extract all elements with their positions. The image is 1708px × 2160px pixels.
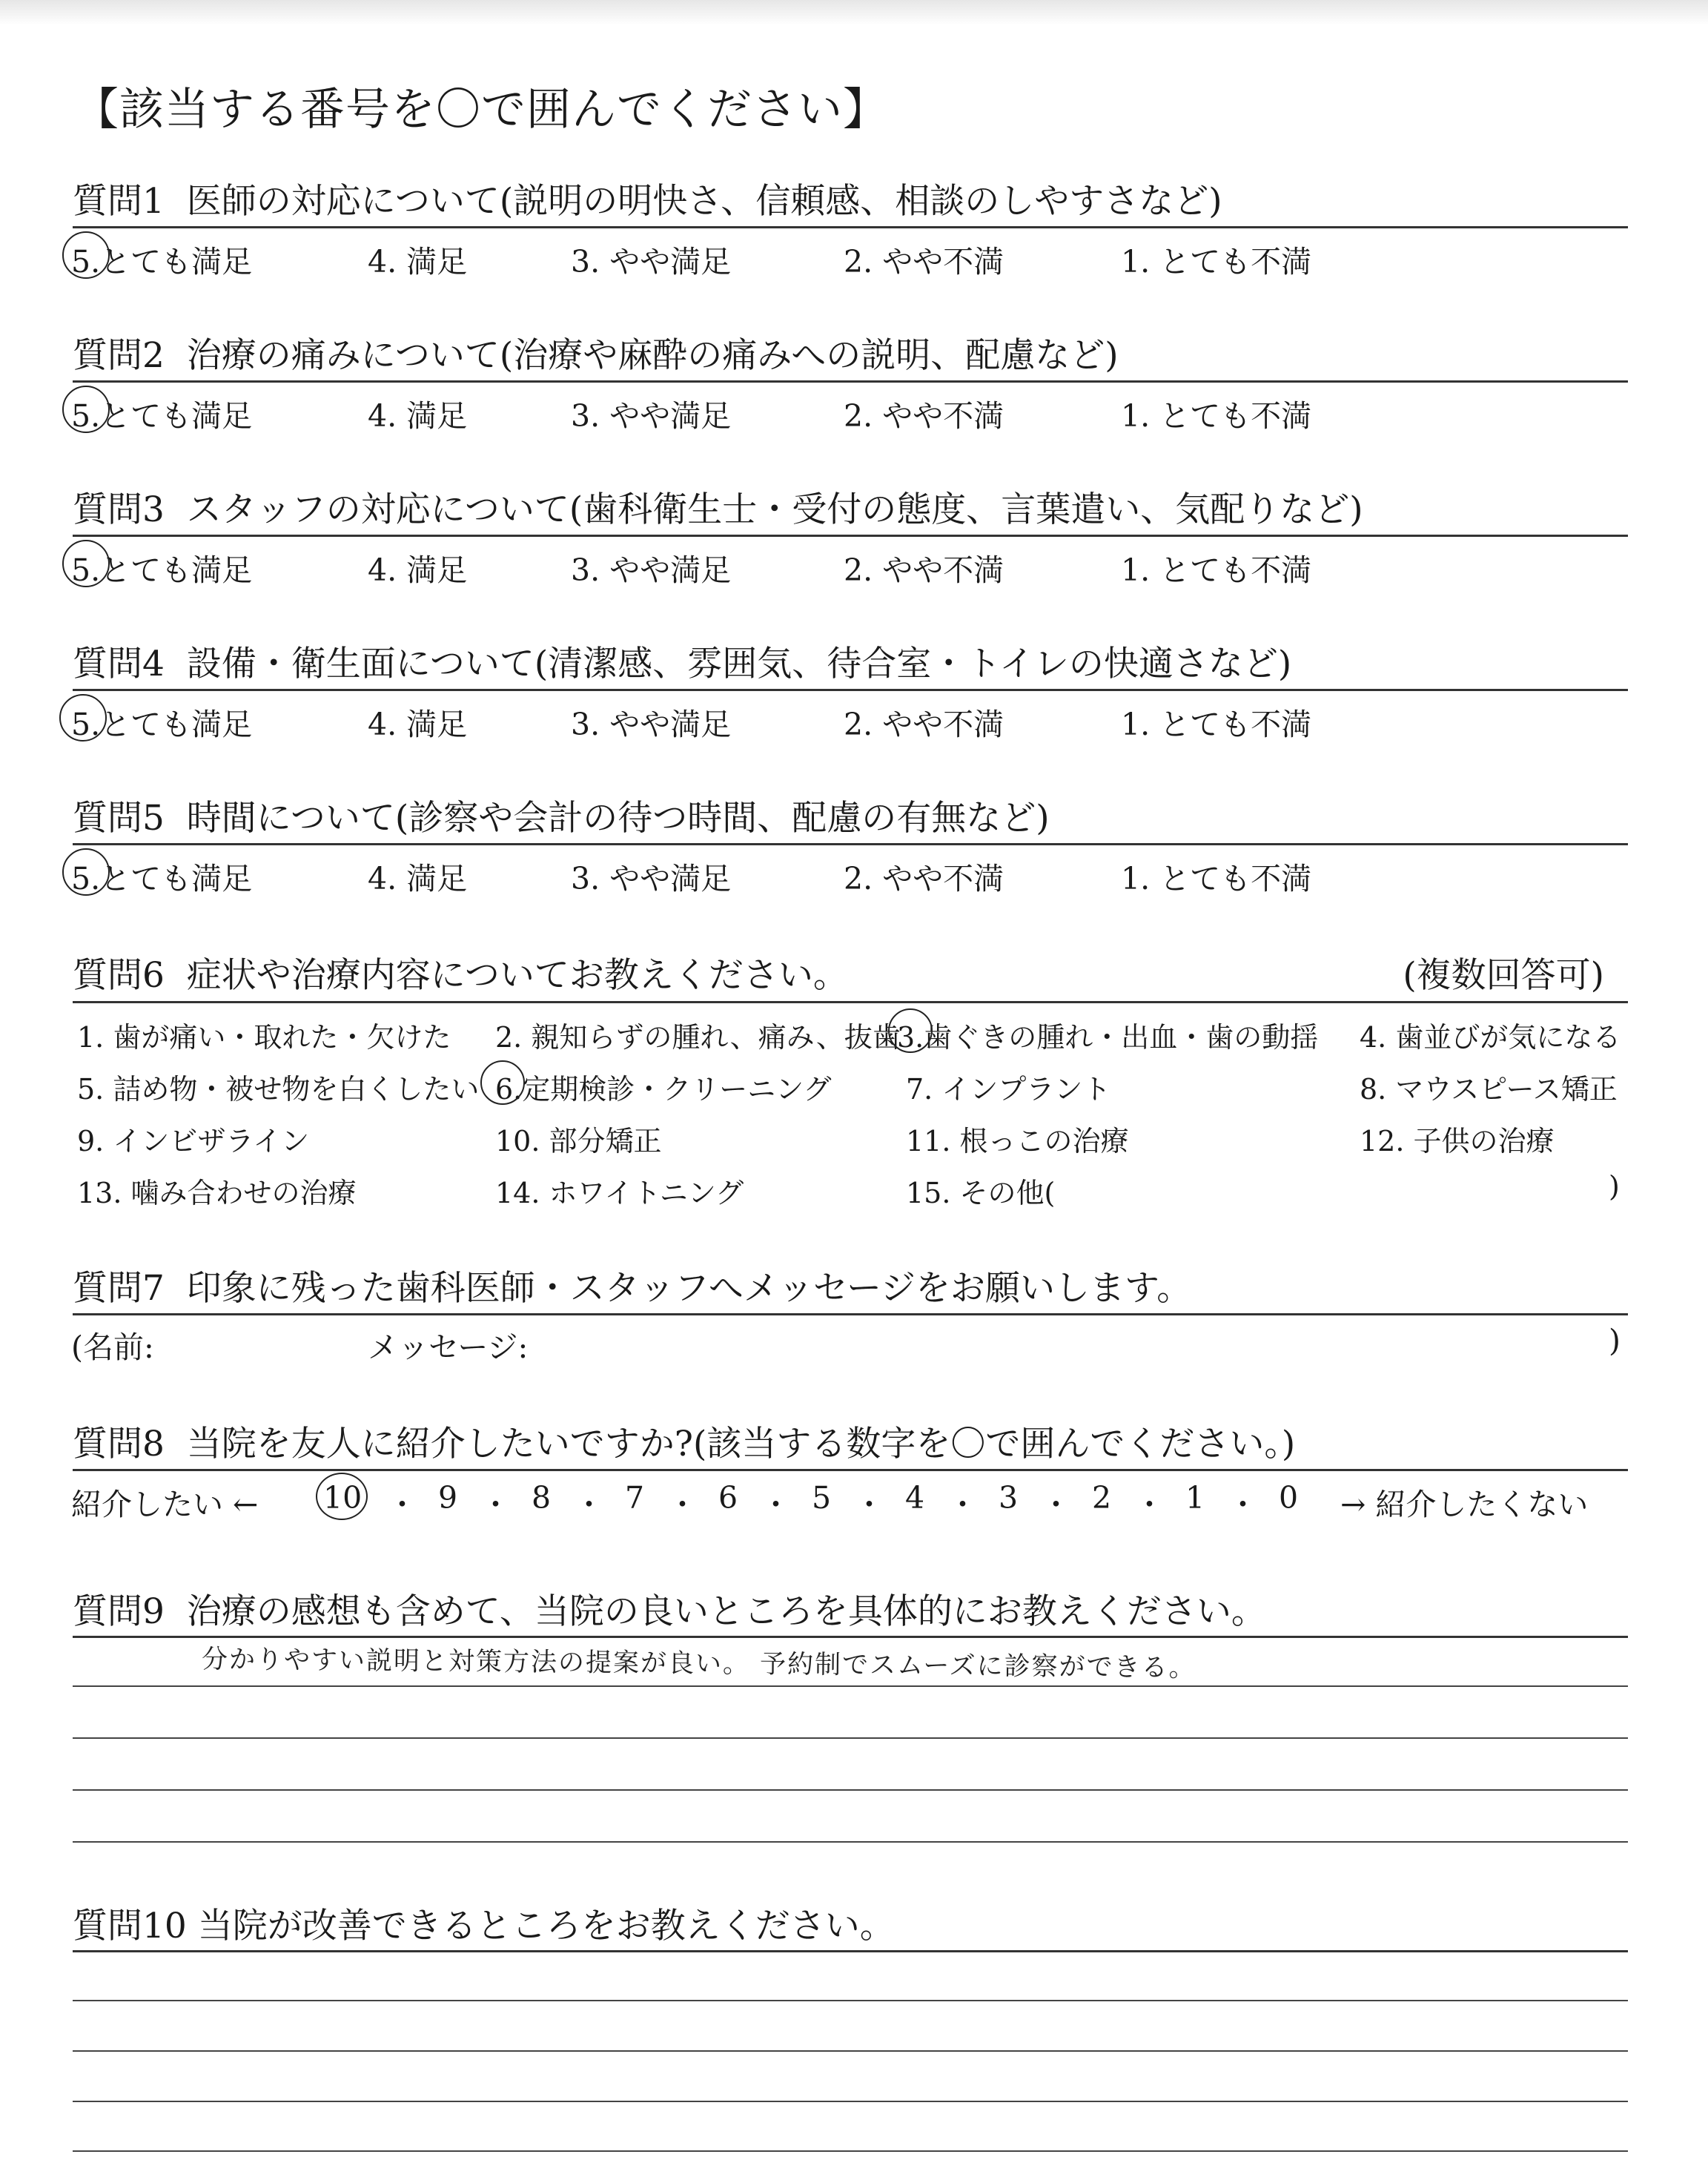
q3-option-4[interactable]: 4. 満足 [368, 552, 468, 588]
q7-close-paren: ) [1609, 1323, 1621, 1358]
q6-option-15[interactable]: 15. その他( [906, 1177, 1056, 1209]
question-1 [73, 174, 1222, 223]
q8-dot: ・ [667, 1487, 698, 1522]
q2-option-2[interactable]: 2. やや不満 [844, 398, 1004, 434]
q7-message-label: メッセージ: [368, 1330, 529, 1365]
q8-left-label: 紹介したい ← [71, 1487, 259, 1522]
q5-option-4[interactable]: 4. 満足 [368, 861, 468, 896]
question-10-label: 質問10 [73, 1906, 187, 1946]
q5-option-1[interactable]: 1. とても不満 [1121, 861, 1312, 896]
q4-selection-circle [59, 694, 107, 742]
q2-option-1[interactable]: 1. とても不満 [1121, 398, 1312, 434]
question-8-text: 当院を友人に紹介したいですか?(該当する数字を〇で囲んでください。) [186, 1424, 1296, 1464]
question-5-rule [73, 843, 1628, 845]
q7-name-label: (名前: [71, 1330, 154, 1365]
question-8-label: 質問8 [73, 1424, 165, 1464]
q8-scale-2[interactable]: 2 [1092, 1480, 1112, 1516]
q4-option-2[interactable]: 2. やや不満 [844, 707, 1004, 742]
q10-answer-line [73, 2150, 1628, 2152]
question-7-text: 印象に残った歯科医師・スタッフへメッセージをお願いします。 [186, 1268, 1192, 1309]
q8-selection-circle [316, 1473, 368, 1520]
q8-dot: ・ [947, 1487, 978, 1522]
q9-answer-line [73, 1789, 1628, 1791]
q6-selection-circle-3 [888, 1008, 933, 1053]
q2-option-3[interactable]: 3. やや満足 [571, 398, 732, 434]
q6-option-4[interactable]: 4. 歯並びが気になる [1360, 1021, 1621, 1054]
question-3 [73, 482, 1363, 532]
q2-option-4[interactable]: 4. 満足 [368, 398, 468, 434]
q6-option-9[interactable]: 9. インビザライン [77, 1125, 310, 1157]
question-3-rule [73, 535, 1628, 537]
q3-option-3[interactable]: 3. やや満足 [571, 552, 732, 588]
q8-dot: ・ [387, 1487, 417, 1522]
q6-option-8[interactable]: 8. マウスピース矯正 [1360, 1073, 1618, 1106]
q1-option-1[interactable]: 1. とても不満 [1121, 244, 1312, 280]
question-1-text: 医師の対応について(説明の明快さ、信頼感、相談のしやすさなど) [186, 181, 1222, 222]
q6-option-1[interactable]: 1. 歯が痛い・取れた・欠けた [77, 1021, 451, 1054]
q5-option-2[interactable]: 2. やや不満 [844, 861, 1004, 896]
q4-option-3[interactable]: 3. やや満足 [571, 707, 732, 742]
q6-option-10[interactable]: 10. 部分矯正 [495, 1125, 662, 1157]
q8-right-label: → 紹介したくない [1340, 1487, 1589, 1522]
q3-option-1[interactable]: 1. とても不満 [1121, 552, 1312, 588]
q3-selection-circle [62, 540, 110, 587]
q8-dot: ・ [574, 1487, 604, 1522]
q3-option-5[interactable]: 5.とても満足 [71, 552, 253, 588]
q8-scale-10[interactable]: 10 [323, 1480, 363, 1516]
question-4 [73, 636, 1291, 686]
q8-dot: ・ [1228, 1487, 1258, 1522]
q8-scale-4[interactable]: 4 [905, 1480, 925, 1516]
q10-answer-line [73, 2101, 1628, 2102]
question-6-label: 質問6 [73, 955, 165, 996]
q6-option-5[interactable]: 5. 詰め物・被せ物を白くしたい [77, 1073, 480, 1106]
q6-option-6[interactable]: 6.定期検診・クリーニング [495, 1073, 832, 1106]
q5-selection-circle [62, 848, 110, 896]
q8-scale-1[interactable]: 1 [1185, 1480, 1205, 1516]
q4-option-5[interactable]: 5.とても満足 [71, 707, 253, 742]
question-3-text: スタッフの対応について(歯科衛生士・受付の態度、言葉遣い、気配りなど) [186, 489, 1363, 530]
page-title: 【該当する番号を〇で囲んでください】 [74, 84, 888, 136]
question-10 [73, 1898, 895, 1948]
question-4-text: 設備・衛生面について(清潔感、雰囲気、待合室・トイレの快適さなど) [186, 644, 1292, 684]
q6-option-7[interactable]: 7. インプラント [906, 1073, 1111, 1106]
q5-option-3[interactable]: 3. やや満足 [571, 861, 732, 896]
q9-answer-line [73, 1737, 1628, 1739]
question-2-label: 質問2 [73, 335, 165, 376]
question-6 [73, 948, 848, 997]
q8-dot: ・ [480, 1487, 511, 1522]
question-2-text: 治療の痛みについて(治療や麻酔の痛みへの説明、配慮など) [186, 335, 1119, 376]
question-7-rule [73, 1313, 1628, 1315]
question-9-label: 質問9 [73, 1591, 165, 1632]
q8-scale-9[interactable]: 9 [438, 1480, 458, 1516]
q8-scale-8[interactable]: 8 [532, 1480, 552, 1516]
q8-scale-6[interactable]: 6 [718, 1480, 738, 1516]
question-1-rule [73, 226, 1628, 228]
q2-selection-circle [62, 386, 110, 433]
q2-option-5[interactable]: 5.とても満足 [71, 398, 253, 434]
q9-answer-line [73, 1841, 1628, 1843]
q9-handwritten-answer[interactable]: 分かりやすい説明と対策方法の提案が良い。 予約制でスムーズに診察ができる。 [201, 1645, 1196, 1683]
q6-selection-circle-6 [480, 1060, 525, 1105]
q6-option-3[interactable]: 3.歯ぐきの腫れ・出血・歯の動揺 [897, 1021, 1319, 1054]
question-10-text: 当院が改善できるところをお教えください。 [197, 1906, 895, 1946]
q1-option-3[interactable]: 3. やや満足 [571, 244, 732, 280]
question-4-rule [73, 689, 1628, 691]
question-4-label: 質問4 [73, 644, 165, 684]
q10-answer-line [73, 2050, 1628, 2052]
q1-option-2[interactable]: 2. やや不満 [844, 244, 1004, 280]
question-9-text: 治療の感想も含めて、当院の良いところを具体的にお教えください。 [186, 1591, 1266, 1632]
q4-option-1[interactable]: 1. とても不満 [1121, 707, 1312, 742]
question-5 [73, 790, 1050, 840]
q3-option-2[interactable]: 2. やや不満 [844, 552, 1004, 588]
q8-dot: ・ [761, 1487, 791, 1522]
question-6-rule [73, 1001, 1628, 1003]
question-9 [73, 1584, 1266, 1634]
question-6-note: (複数回答可) [1403, 955, 1604, 996]
q8-scale-5[interactable]: 5 [812, 1480, 832, 1516]
q6-option-11[interactable]: 11. 根っこの治療 [906, 1125, 1129, 1157]
question-8 [73, 1416, 1295, 1466]
question-5-label: 質問5 [73, 798, 165, 839]
q8-dot: ・ [854, 1487, 884, 1522]
question-1-label: 質問1 [73, 181, 165, 222]
question-7 [73, 1261, 1191, 1310]
q6-option-13[interactable]: 13. 噛み合わせの治療 [77, 1177, 357, 1209]
question-10-rule [73, 1950, 1628, 1952]
q6-option-12[interactable]: 12. 子供の治療 [1360, 1125, 1555, 1157]
q10-answer-line [73, 2000, 1628, 2001]
q4-option-4[interactable]: 4. 満足 [368, 707, 468, 742]
q1-selection-circle [62, 231, 110, 279]
q1-option-5[interactable]: 5.とても満足 [71, 244, 253, 280]
scan-edge [0, 0, 1708, 25]
q6-option-2[interactable]: 2. 親知らずの腫れ、痛み、抜歯 [495, 1021, 901, 1054]
question-2 [73, 328, 1119, 377]
q9-answer-line [73, 1685, 1628, 1687]
question-9-rule [73, 1636, 1628, 1638]
q6-other-close-paren: ) [1609, 1170, 1620, 1203]
question-7-label: 質問7 [73, 1268, 165, 1309]
q8-scale-3[interactable]: 3 [999, 1480, 1019, 1516]
question-3-label: 質問3 [73, 489, 165, 530]
q6-option-14[interactable]: 14. ホワイトニング [495, 1177, 744, 1209]
q8-scale-0[interactable]: 0 [1279, 1480, 1299, 1516]
question-6-text: 症状や治療内容についてお教えください。 [186, 955, 848, 996]
question-5-text: 時間について(診察や会計の待つ時間、配慮の有無など) [186, 798, 1050, 839]
question-2-rule [73, 380, 1628, 383]
q8-dot: ・ [1134, 1487, 1165, 1522]
question-8-rule [73, 1469, 1628, 1471]
q8-scale-7[interactable]: 7 [625, 1480, 645, 1516]
q5-option-5[interactable]: 5.とても満足 [71, 861, 253, 896]
q1-option-4[interactable]: 4. 満足 [368, 244, 468, 280]
q8-dot: ・ [1041, 1487, 1071, 1522]
